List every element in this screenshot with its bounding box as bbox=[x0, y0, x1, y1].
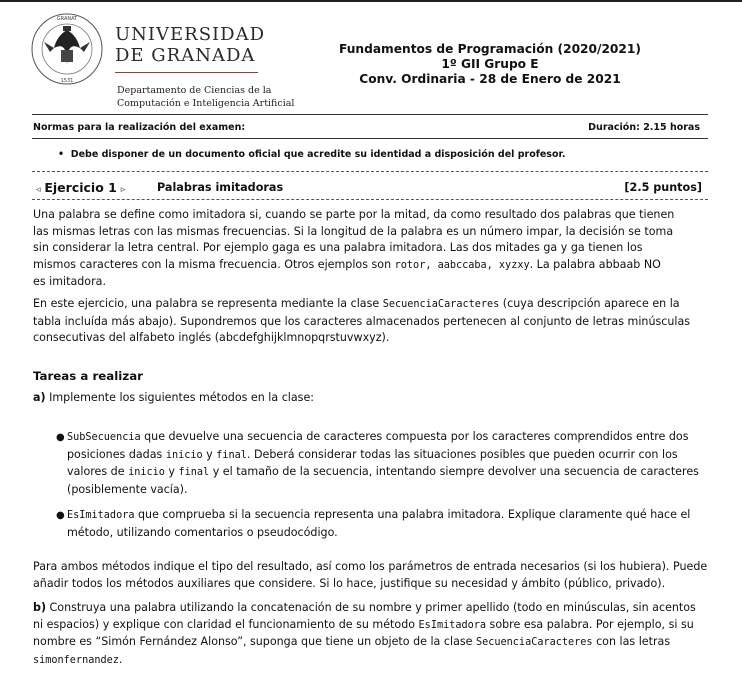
left-triangle-icon: ◃ bbox=[36, 185, 41, 195]
method-esimitadora: EsImitadora que comprueba si la secuencia representa una palabra imitadora. Explique claramente qué hace el método, utilizando comentarios o pseudocódigo. bbox=[67, 508, 691, 539]
exercise-top-divider bbox=[32, 171, 708, 172]
bullet-icon: ● bbox=[56, 432, 65, 443]
header-divider bbox=[32, 114, 708, 115]
norms-divider bbox=[32, 138, 708, 139]
exercise-number: Ejercicio 1 bbox=[44, 180, 117, 195]
university-rule bbox=[115, 72, 258, 73]
task-b: b) Construya una palabra utilizando la concatenación de su nombre y primer apellido (todo en minúsculas, sin acentos ni espacios) y explique con claridad el funcionamiento de su método EsImitadora sobre esa palabra. Por ejemplo, si su nombre es “Simón Fernández Alonso”, suponga que tiene un objeto de la clase SecuenciaCaracteres con las letras simonfernandez. bbox=[33, 601, 696, 666]
exercise-header bbox=[36, 180, 706, 198]
right-triangle-icon: ▹ bbox=[120, 185, 126, 195]
methods-note: Para ambos métodos indique el tipo del resultado, así como los parámetros de entrada necesarios (si los hubiera). Puede añadir todos los métodos auxiliares que considere. Si lo hace, justifique su necesidad y ámbito (público, privado). bbox=[33, 560, 708, 590]
course-info: Fundamentos de Programación (2020/2021) 1º GII Grupo E Conv. Ordinaria - 28 de Enero de 2021 bbox=[339, 42, 641, 86]
top-border bbox=[0, 0, 742, 2]
department-name: Departamento de Ciencias de la Computación e Inteligencia Artificial bbox=[117, 85, 295, 109]
method-subsecuencia: SubSecuencia que devuelve una secuencia de caracteres compuesta por los caracteres comprendidos entre dos posiciones dadas inicio y final. Deberá considerar todas las situaciones posibles que pueden ocurrir con los valores de inicio y final y el tamaño de la secuencia, intentando siempre devolver una secuencia de caracteres (posiblemente vacía). bbox=[67, 430, 699, 496]
bullet-icon: ● bbox=[56, 510, 65, 521]
intro-paragraph-2: En este ejercicio, una palabra se representa mediante la clase SecuenciaCaracteres (cuya descripción aparece en la tabla incluída más abajo). Supondremos que los caracteres almacenados pertenecen al conjunto de letras minúsculas consecutivas del alfabeto inglés (abcdefghijklmnopqrstuvwxyz). bbox=[33, 297, 691, 345]
tasks-heading: Tareas a realizar bbox=[33, 369, 143, 383]
university-name: UNIVERSIDAD DE GRANADA bbox=[115, 24, 266, 66]
university-seal-icon bbox=[30, 12, 104, 86]
duration: Duración: 2.15 horas bbox=[588, 122, 700, 133]
norms-label: Normas para la realización del examen: bbox=[33, 122, 246, 133]
svg-text:GRANAT: GRANAT bbox=[56, 16, 78, 22]
exercise-points: [2.5 puntos] bbox=[624, 181, 702, 194]
intro-paragraph-1: Una palabra se define como imitadora si, cuando se parte por la mitad, da como resultado dos palabras que tienen las mismas letras con las mismas frecuencias. Si la longitud de la palabra es un número impar, la decisión se toma sin considerar la letra central. Por ejemplo gaga es una palabra imitadora. Las dos mitades ga y ga tienen los mismos caracteres con la misma frecuencia. Otros ejemplos son rotor, aabccaba, xyzxy. La palabra abbaab NO es imitadora. bbox=[33, 208, 675, 289]
task-a: a) Implemente los siguientes métodos en la clase: bbox=[33, 391, 315, 404]
svg-text:1531: 1531 bbox=[60, 78, 74, 84]
exercise-bottom-divider bbox=[32, 199, 708, 200]
norms-item: • Debe disponer de un documento oficial que acredite su identidad a disposición del profesor. bbox=[58, 149, 566, 160]
exercise-title: Palabras imitadoras bbox=[157, 181, 284, 194]
